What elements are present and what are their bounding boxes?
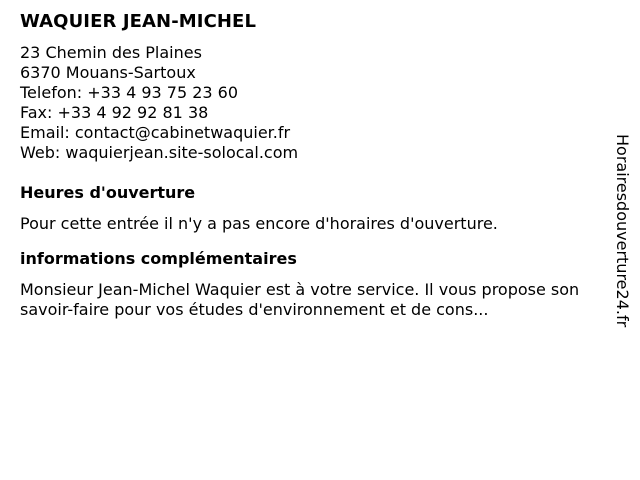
hours-heading: Heures d'ouverture [20,183,196,202]
site-brand: Horairesdouverture24.fr [613,134,632,328]
address-city: 6370 Mouans-Sartoux [20,63,196,82]
address-block [20,43,590,83]
info-text: Monsieur Jean-Michel Waquier est à votre service. Il vous propose son savoir-faire pour vos études d'environnement et de cons... [20,280,580,319]
email-text: Email: contact@cabinetwaquier.fr [20,123,291,142]
hours-text: Pour cette entrée il n'y a pas encore d'horaires d'ouverture. [20,214,498,233]
address-street: 23 Chemin des Plaines [20,43,202,62]
fax-text: Fax: +33 4 92 92 81 38 [20,103,209,122]
web-text: Web: waquierjean.site-solocal.com [20,143,299,162]
business-name: WAQUIER JEAN-MICHEL [20,11,257,32]
info-heading: informations complémentaires [20,249,297,268]
phone-text: Telefon: +33 4 93 75 23 60 [20,83,239,102]
contact-block [20,83,590,163]
site-brand-container [612,134,632,344]
business-card [20,10,590,320]
